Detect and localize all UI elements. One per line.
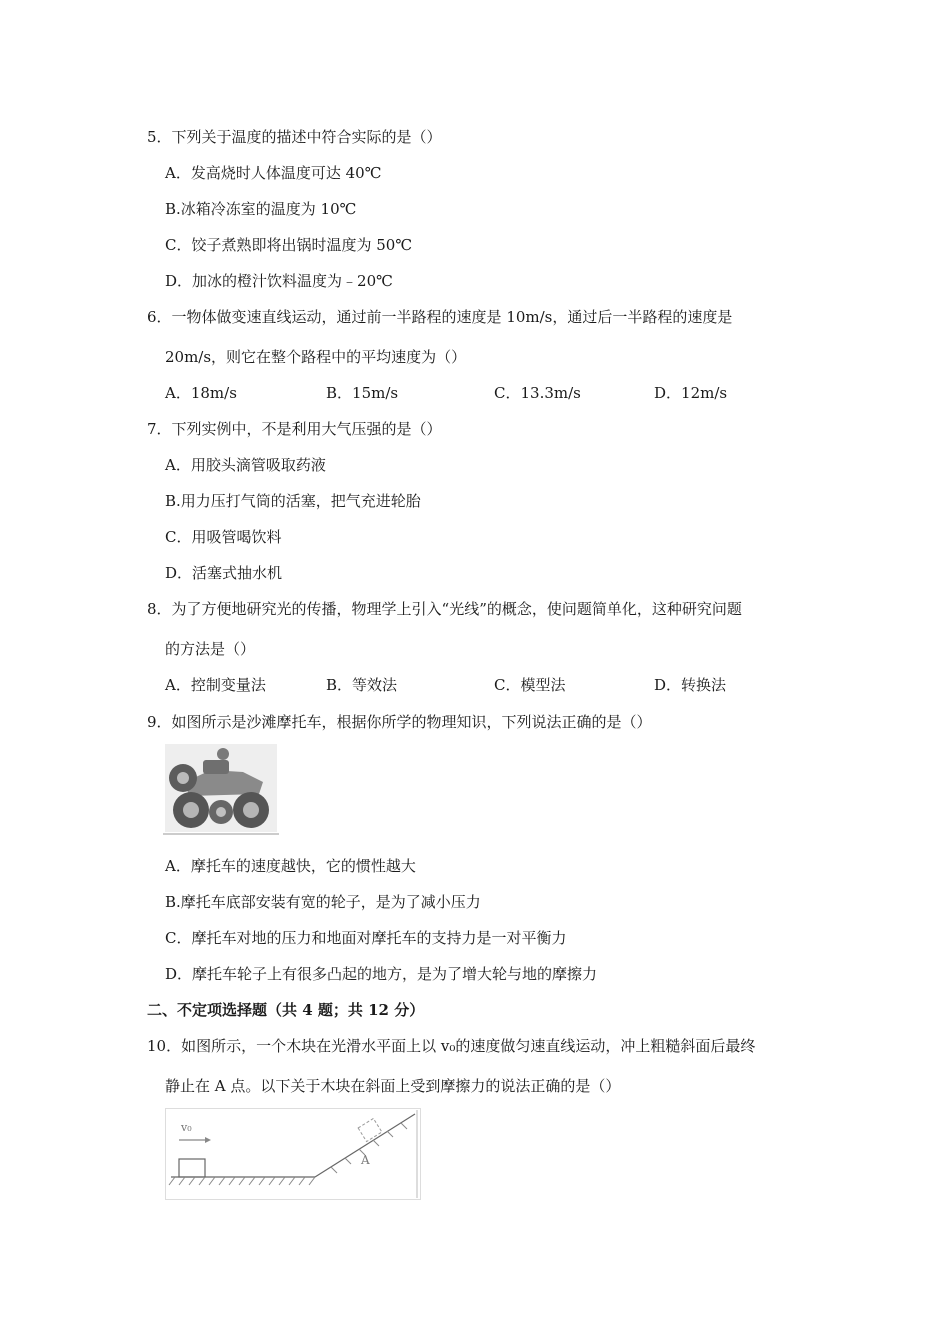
q6-stem-line1: 6．一物体做变速直线运动，通过前一半路程的速度是 10m/s，通过后一半路程的速度是 <box>147 308 733 326</box>
q5-option-c: C．饺子煮熟即将出锅时温度为 50℃ <box>165 236 413 254</box>
q8-stem-line1: 8．为了方便地研究光的传播，物理学上引入“光线”的概念，使问题简单化，这种研究问题 <box>147 600 742 618</box>
q9-stem: 9．如图所示是沙滩摩托车，根据你所学的物理知识，下列说法正确的是（） <box>147 713 652 731</box>
q8-stem-line2: 的方法是（） <box>165 640 256 658</box>
incline-figure <box>165 1108 421 1200</box>
q6-stem-line2: 20m/s，则它在整个路程中的平均速度为（） <box>165 348 467 366</box>
q8-option-d: D．转换法 <box>654 676 727 694</box>
q8-option-a: A．控制变量法 <box>165 676 266 694</box>
point-a-label: A <box>361 1153 370 1167</box>
q10-stem-line2: 静止在 A 点。以下关于木块在斜面上受到摩擦力的说法正确的是（） <box>165 1077 621 1095</box>
q7-option-a: A．用胶头滴管吸取药液 <box>165 456 326 474</box>
q8-option-b: B．等效法 <box>326 676 398 694</box>
q9-option-c: C．摩托车对地的压力和地面对摩托车的支持力是一对平衡力 <box>165 929 567 947</box>
q9-option-a: A．摩托车的速度越快，它的惯性越大 <box>165 857 416 875</box>
q7-stem: 7．下列实例中，不是利用大气压强的是（） <box>147 420 442 438</box>
q5-option-b: B.冰箱冷冻室的温度为 10℃ <box>165 200 357 218</box>
q5-stem: 5．下列关于温度的描述中符合实际的是（） <box>147 128 442 146</box>
q7-option-c: C．用吸管喝饮料 <box>165 528 282 546</box>
q8-option-c: C．模型法 <box>494 676 566 694</box>
q5-option-d: D．加冰的橙汁饮料温度为﹣20℃ <box>165 272 393 290</box>
q6-option-b: B．15m/s <box>326 384 399 402</box>
q6-option-c: C．13.3m/s <box>494 384 581 402</box>
atv-figure <box>163 742 279 836</box>
velocity-label: v₀ <box>181 1121 192 1134</box>
q6-option-a: A．18m/s <box>165 384 237 402</box>
q7-option-b: B.用力压打气筒的活塞，把气充进轮胎 <box>165 492 421 510</box>
q9-option-d: D．摩托车轮子上有很多凸起的地方，是为了增大轮与地的摩擦力 <box>165 965 598 983</box>
q10-stem-line1: 10．如图所示，一个木块在光滑水平面上以 v₀的速度做匀速直线运动，冲上粗糙斜面后最终 <box>147 1037 756 1055</box>
q6-option-d: D．12m/s <box>654 384 728 402</box>
q7-option-d: D．活塞式抽水机 <box>165 564 283 582</box>
q9-option-b: B.摩托车底部安装有宽的轮子，是为了减小压力 <box>165 893 481 911</box>
section2-heading: 二、不定项选择题（共 4 题；共 12 分） <box>147 1001 425 1019</box>
q5-option-a: A．发高烧时人体温度可达 40℃ <box>165 164 382 182</box>
